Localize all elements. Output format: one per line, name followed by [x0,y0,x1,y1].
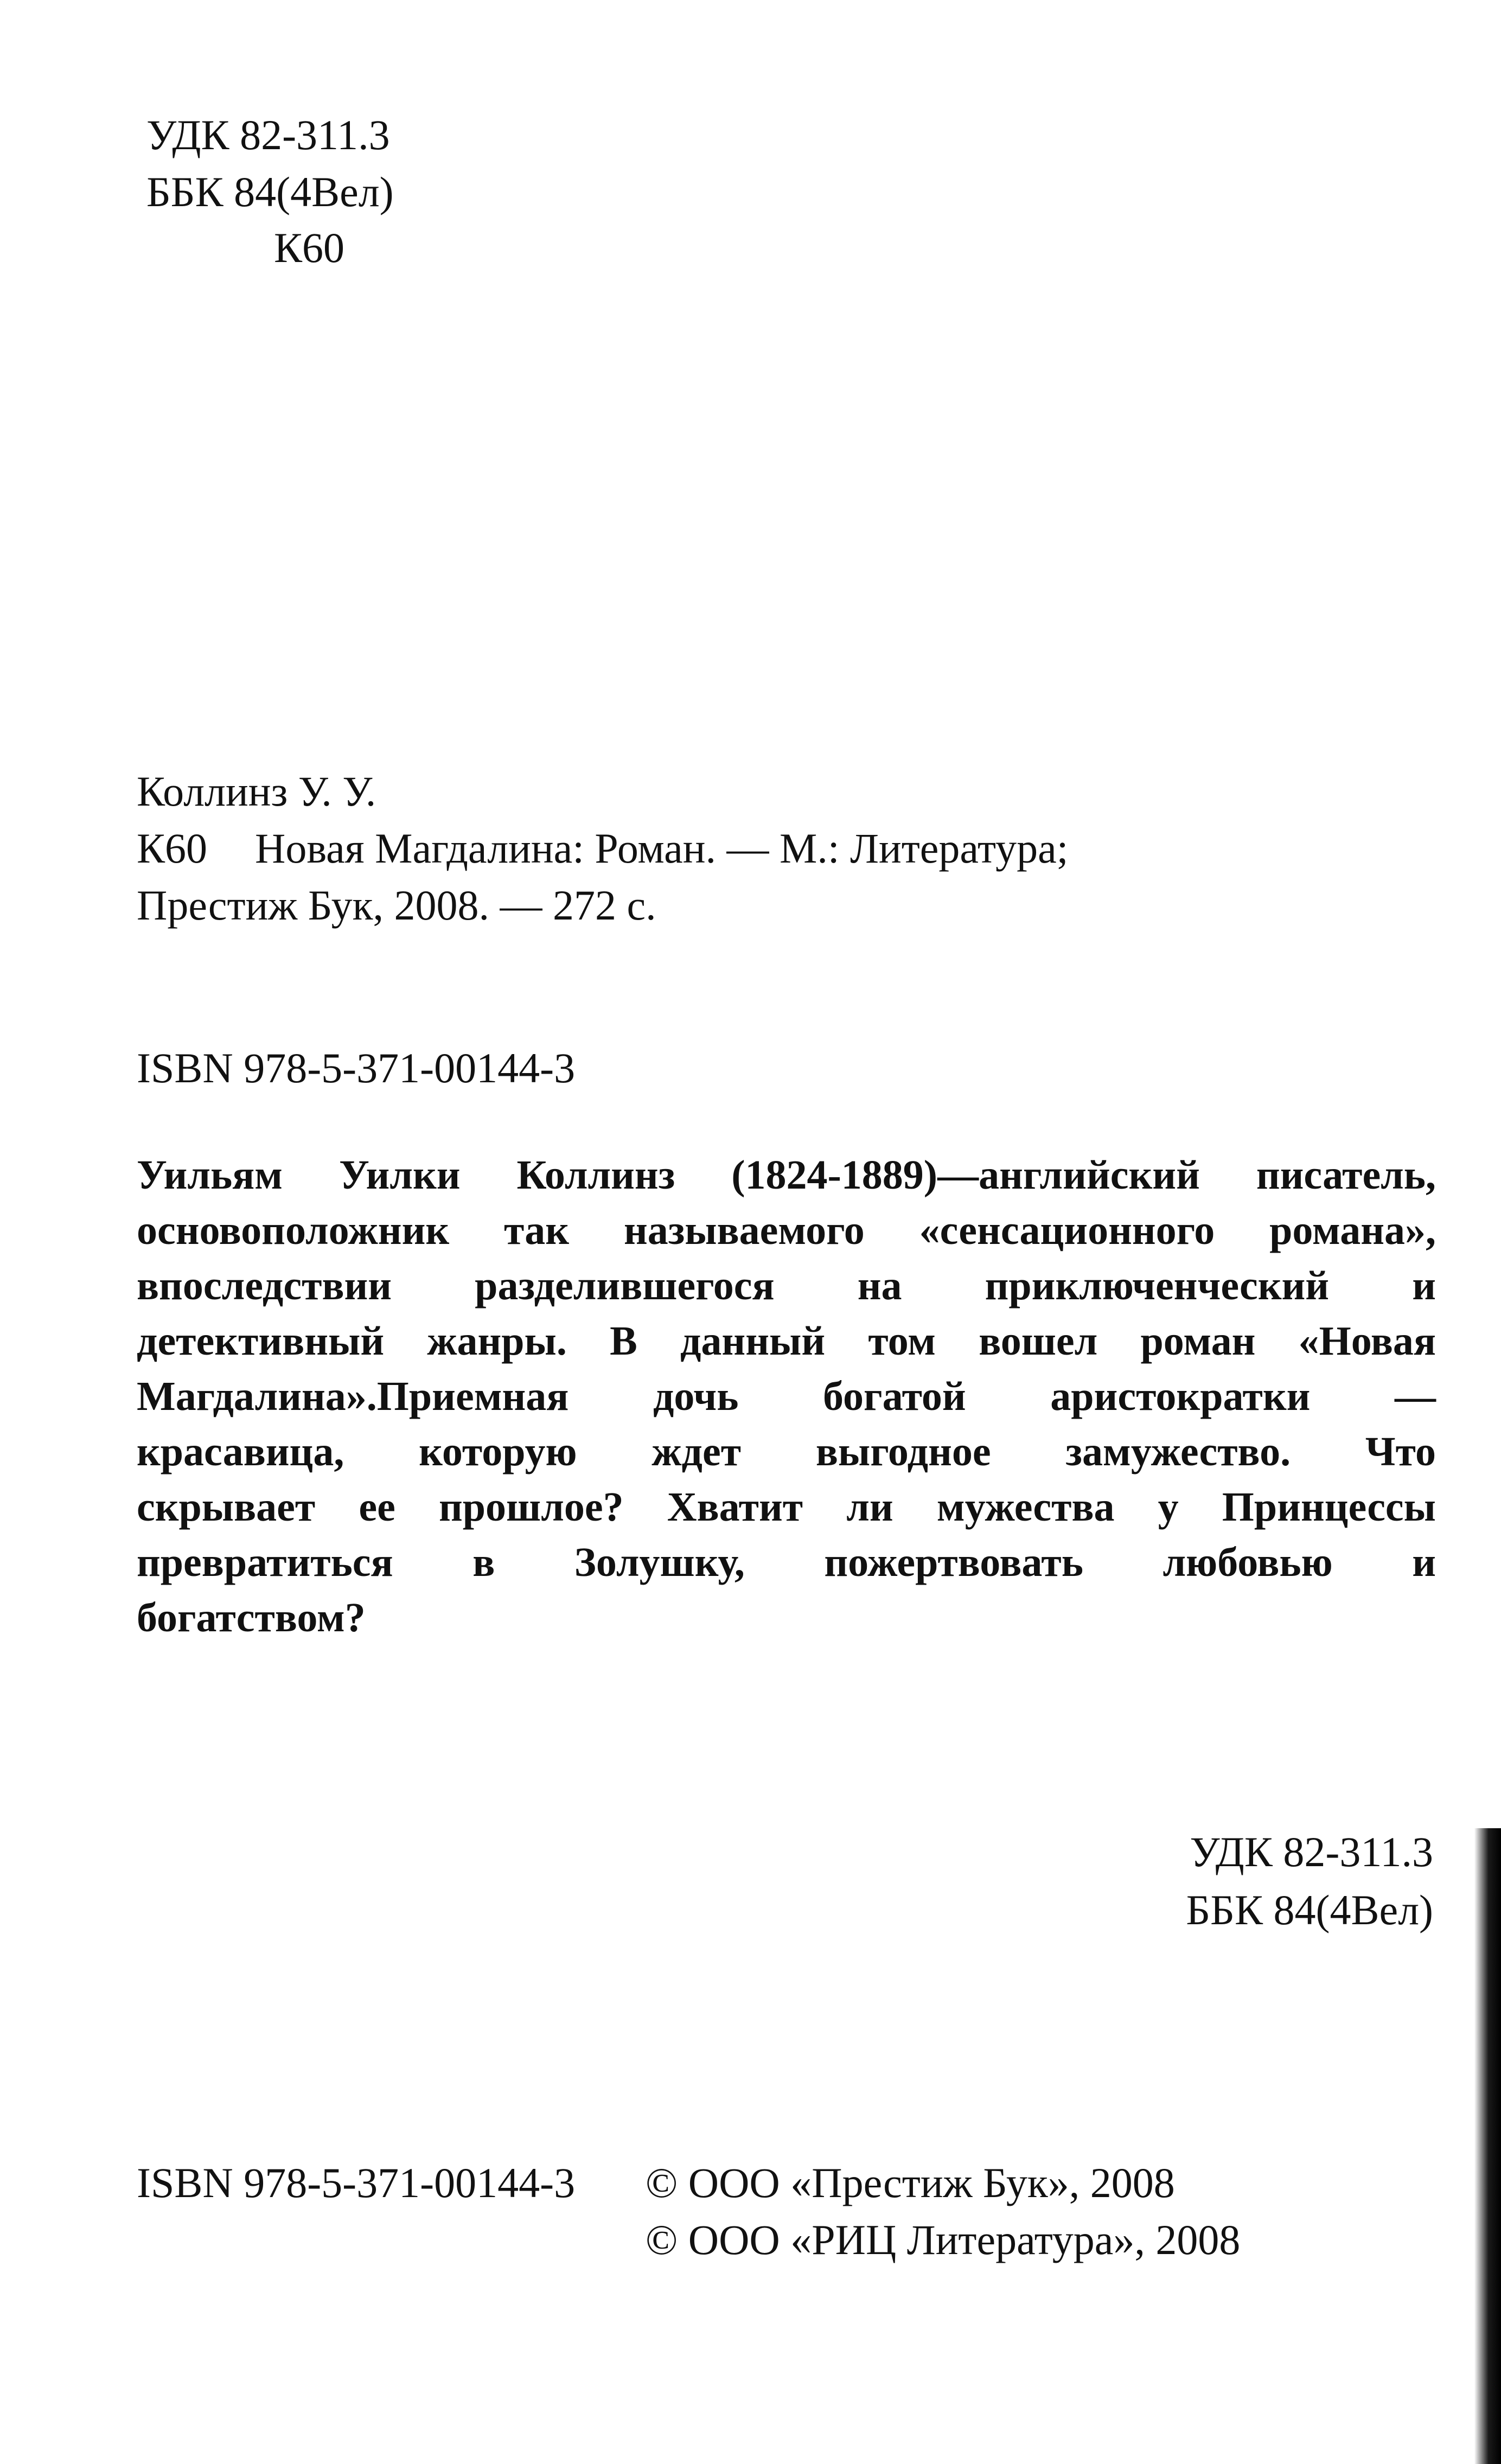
record-imprint: Престиж Бук, 2008. — 272 с. [137,882,656,929]
annotation-line: впоследствии разделившегося на приключенческий и [137,1263,1436,1308]
record-isbn: ISBN 978-5-371-00144-3 [137,1044,576,1091]
annotation-line: скрывает ее прошлое? Хватит ли мужества у Принцессы [137,1484,1436,1530]
annotation-line: превратиться в Золушку, пожертвовать любовью и [137,1540,1436,1585]
scan-edge-artifact [1470,1828,1501,2464]
annotation [137,1147,1436,1645]
record-title: Новая Магдалина: Роман. — М.: Литература; [255,825,1069,872]
annotation-line: Магдалина».Приемная дочь богатой аристократки — [137,1374,1436,1419]
copyright-line: © ООО «Престиж Бук», 2008 [646,2159,1175,2206]
bbk-bottom: ББК 84(4Вел) [1186,1886,1433,1933]
annotation-line: детективный жанры. В данный том вошел роман «Новая [137,1318,1436,1364]
bbk-top: ББК 84(4Вел) [146,168,394,215]
udk-top: УДК 82-311.3 [146,111,390,158]
record-code: К60 [137,825,208,872]
annotation-line: богатством? [137,1595,366,1640]
bottom-isbn: ISBN 978-5-371-00144-3 [137,2159,576,2206]
copyright-line: © ООО «РИЦ Литература», 2008 [646,2216,1241,2263]
record-author: Коллинз У. У. [137,768,376,815]
author-code-top: К60 [274,224,345,271]
annotation-line: красавица, которую ждет выгодное замужество. Что [137,1429,1436,1474]
annotation-line: основоположник так называемого «сенсационного романа», [137,1208,1436,1253]
udk-bottom: УДК 82-311.3 [1190,1828,1433,1875]
annotation-line: Уильям Уилки Коллинз (1824-1889)—английский писатель, [137,1152,1436,1198]
